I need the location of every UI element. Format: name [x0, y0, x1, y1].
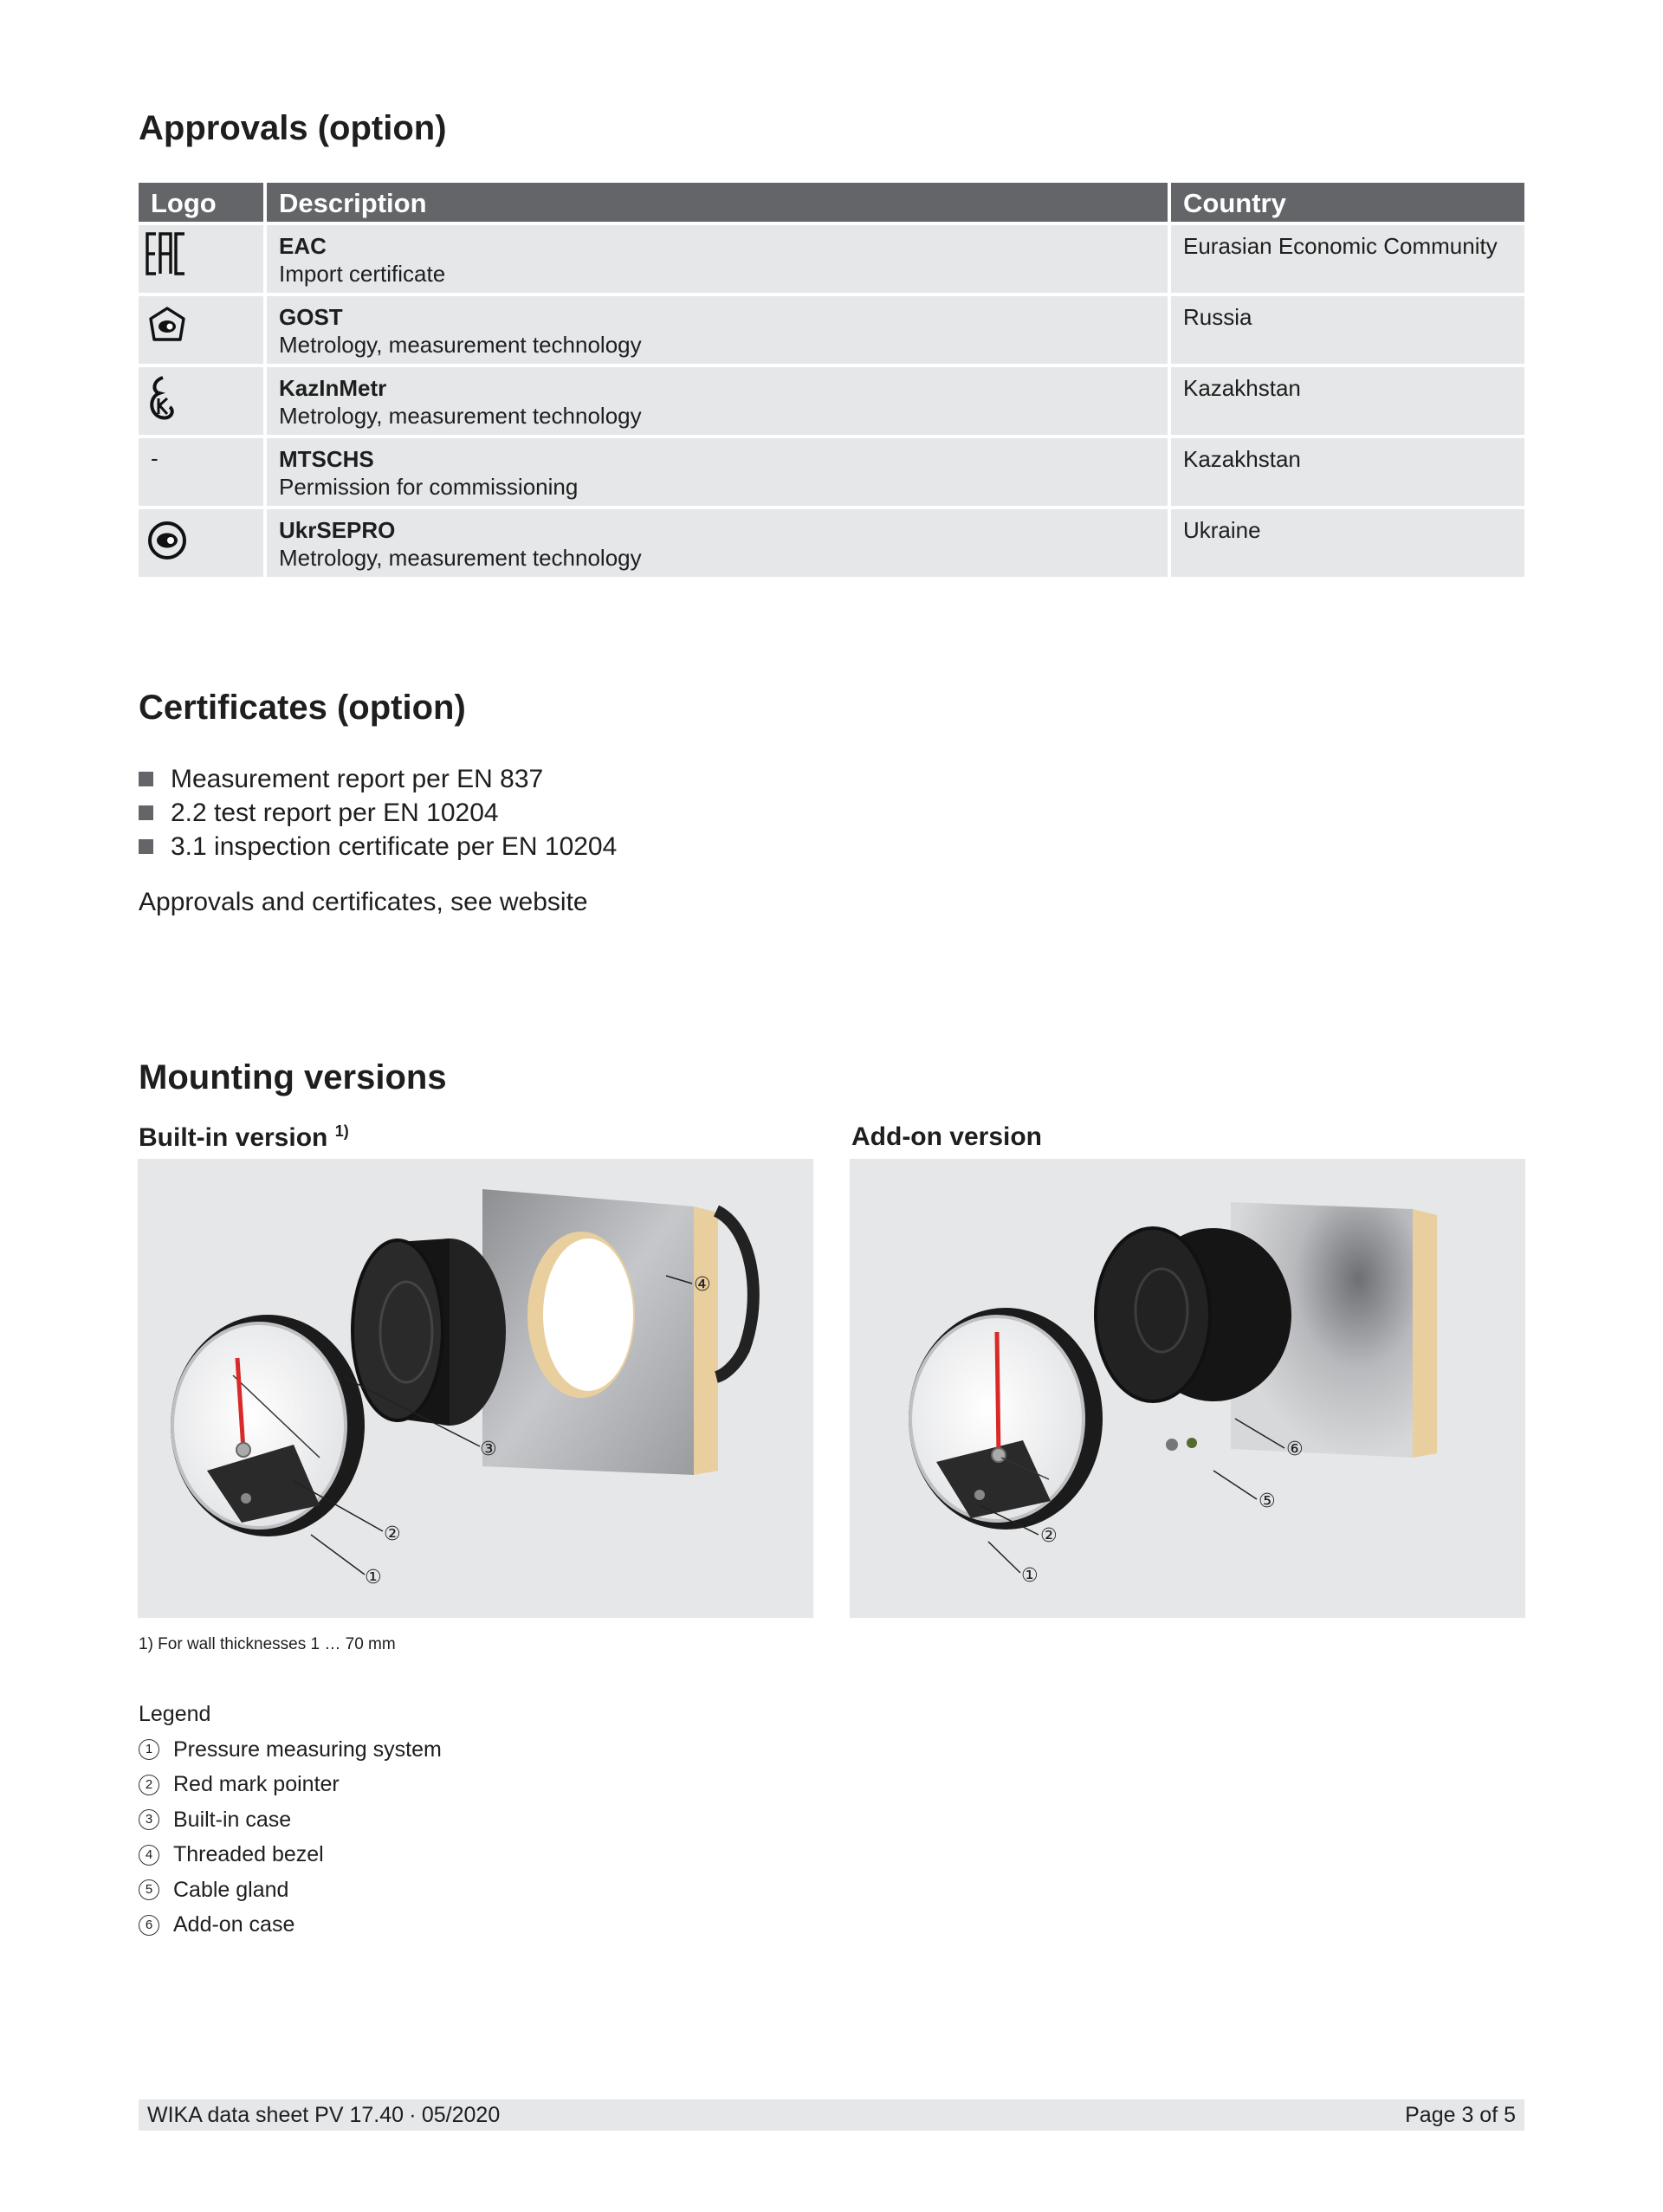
- logo-cell: [139, 509, 263, 577]
- description-cell: [267, 438, 1168, 506]
- approval-name: GOST: [279, 304, 343, 330]
- page-footer: [139, 2099, 1524, 2131]
- country-cell: Kazakhstan: [1171, 367, 1524, 435]
- header-logo: Logo: [139, 183, 263, 222]
- logo-cell: [139, 367, 263, 435]
- no-logo-dash: -: [151, 445, 159, 471]
- callout-1: ①: [365, 1567, 382, 1588]
- legend-text: Pressure measuring system: [173, 1737, 442, 1762]
- footnote: 1) For wall thicknesses 1 … 70 mm: [139, 1635, 396, 1653]
- footer-page-number: Page 3 of 5: [1405, 2102, 1516, 2127]
- builtin-version-figure: [138, 1159, 813, 1618]
- legend-item: [139, 1838, 442, 1873]
- list-item: [139, 830, 617, 863]
- legend-number: 6: [139, 1915, 159, 1936]
- eac-logo-icon: [146, 230, 189, 277]
- approval-description: Metrology, measurement technology: [279, 403, 642, 429]
- list-item: [139, 762, 617, 796]
- legend-number: 1: [139, 1739, 159, 1760]
- approval-description: Metrology, measurement technology: [279, 545, 642, 571]
- callout-5: ⑤: [1259, 1491, 1276, 1512]
- legend-number: 4: [139, 1845, 159, 1866]
- description-cell: [267, 367, 1168, 435]
- legend-text: Built-in case: [173, 1807, 292, 1832]
- header-country: Country: [1171, 183, 1524, 222]
- country-cell: Russia: [1171, 296, 1524, 364]
- gauge: [909, 1308, 1103, 1530]
- table-row: [139, 225, 1524, 293]
- legend-text: Threaded bezel: [173, 1842, 324, 1867]
- header-description: Description: [267, 183, 1168, 222]
- logo-cell: [139, 438, 263, 506]
- callout-2: ②: [1040, 1525, 1058, 1547]
- builtin-case: [353, 1239, 506, 1426]
- kazinmetr-logo-icon: [146, 372, 189, 424]
- legend-item: [139, 1768, 442, 1803]
- footnote-ref: 1): [334, 1122, 349, 1140]
- legend-item: [139, 1872, 442, 1908]
- wall-panel: [482, 1189, 718, 1475]
- description-cell: [267, 225, 1168, 293]
- legend-text: Cable gland: [173, 1877, 289, 1902]
- approval-description: Import certificate: [279, 261, 446, 287]
- bullet-square-icon: [139, 839, 153, 854]
- callout-1: ①: [1021, 1565, 1039, 1587]
- certificates-heading: Certificates (option): [139, 689, 466, 727]
- gauge: [171, 1315, 365, 1536]
- builtin-version-heading: [139, 1122, 349, 1153]
- list-item: [139, 796, 617, 830]
- callout-3: ③: [480, 1439, 497, 1460]
- builtin-exploded-view: [138, 1159, 813, 1618]
- legend-number: 2: [139, 1775, 159, 1795]
- bullet-square-icon: [139, 805, 153, 820]
- legend-item: [139, 1802, 442, 1838]
- legend-number: 5: [139, 1879, 159, 1900]
- logo-cell: [139, 296, 263, 364]
- certificates-note: Approvals and certificates, see website: [139, 888, 588, 916]
- table-row: [139, 509, 1524, 577]
- legend-item: [139, 1732, 442, 1768]
- legend-text: Red mark pointer: [173, 1772, 340, 1797]
- ukrsepro-logo-icon: [146, 514, 191, 563]
- legend-title: Legend: [139, 1702, 211, 1726]
- approval-name: UkrSEPRO: [279, 517, 396, 543]
- footer-doc-id: WIKA data sheet PV 17.40 ∙ 05/2020: [147, 2102, 501, 2127]
- approvals-heading: Approvals (option): [139, 109, 447, 147]
- gost-logo-icon: [146, 301, 189, 348]
- description-cell: [267, 509, 1168, 577]
- description-cell: [267, 296, 1168, 364]
- table-row: [139, 367, 1524, 435]
- country-cell: Ukraine: [1171, 509, 1524, 577]
- list-item-text: Measurement report per EN 837: [171, 765, 544, 793]
- addon-exploded-view: [850, 1159, 1525, 1618]
- legend-text: Add-on case: [173, 1912, 295, 1937]
- bullet-square-icon: [139, 772, 153, 786]
- certificates-list: [139, 762, 617, 863]
- list-item-text: 2.2 test report per EN 10204: [171, 799, 499, 827]
- approval-name: KazInMetr: [279, 375, 387, 401]
- approval-name: MTSCHS: [279, 446, 374, 472]
- addon-version-heading: Add-on version: [851, 1122, 1043, 1151]
- country-cell: Kazakhstan: [1171, 438, 1524, 506]
- approval-name: EAC: [279, 233, 327, 259]
- mounting-heading: Mounting versions: [139, 1058, 447, 1096]
- builtin-label: Built-in version: [139, 1123, 328, 1152]
- list-item-text: 3.1 inspection certificate per EN 10204: [171, 832, 618, 861]
- callout-2: ②: [384, 1523, 401, 1545]
- approval-description: Permission for commissioning: [279, 474, 579, 500]
- table-header: [139, 183, 1524, 222]
- logo-cell: [139, 225, 263, 293]
- legend-number: 3: [139, 1809, 159, 1830]
- approvals-table: [139, 183, 1524, 577]
- callout-6: ⑥: [1286, 1439, 1304, 1460]
- callout-4: ④: [694, 1274, 711, 1296]
- approval-description: Metrology, measurement technology: [279, 332, 642, 358]
- table-row: [139, 438, 1524, 506]
- country-cell: Eurasian Economic Community: [1171, 225, 1524, 293]
- legend-item: [139, 1908, 442, 1944]
- table-row: [139, 296, 1524, 364]
- legend-list: [139, 1732, 442, 1943]
- addon-version-figure: [850, 1159, 1525, 1618]
